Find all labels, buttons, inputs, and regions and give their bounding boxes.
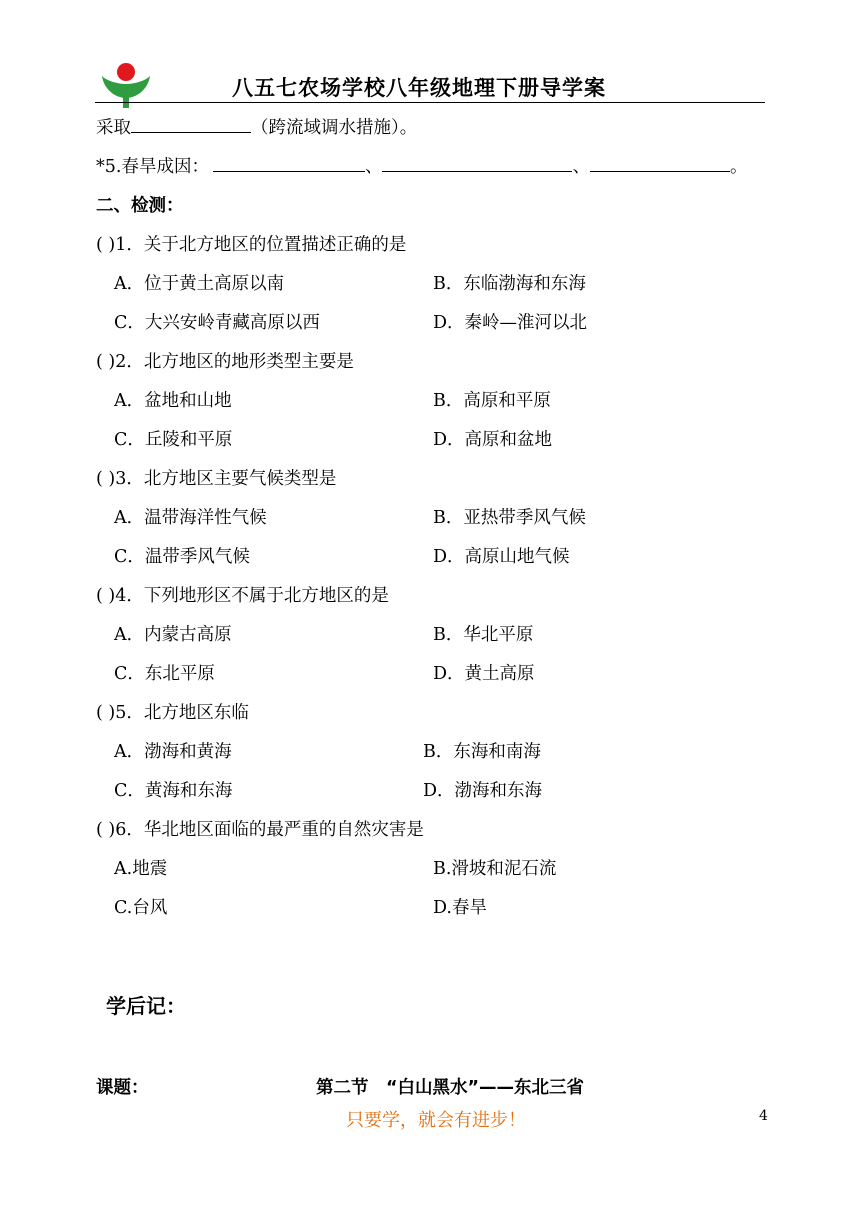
option-a: A.地震 [114, 859, 168, 879]
line-end: 。 [729, 157, 748, 177]
option-c: C．丘陵和平原 [114, 430, 233, 450]
option-b: B.滑坡和泥石流 [433, 859, 557, 879]
lesson-label: 课题： [96, 1078, 149, 1098]
option-b: B．东临渤海和东海 [433, 274, 586, 294]
option-d: D．高原山地气候 [433, 547, 570, 567]
option-a: A．温带海洋性气候 [114, 508, 267, 528]
option-d: D．高原和盆地 [433, 430, 553, 450]
after-notes-heading: 学后记： [106, 994, 186, 1018]
spring-drought-line [96, 153, 747, 178]
option-c: C．东北平原 [114, 664, 215, 684]
separator: 、 [572, 157, 590, 177]
option-c: C．黄海和东海 [114, 781, 233, 801]
take-measure-blank[interactable] [131, 115, 251, 133]
page-number: 4 [759, 1108, 768, 1124]
footer-motto: 只要学，就会有进步！ [346, 1110, 526, 1131]
school-logo-icon [100, 60, 152, 112]
take-measure-suffix: （跨流域调水措施）。 [251, 118, 418, 138]
lesson-title: 第二节 “白山黑水”——东北三省 [316, 1078, 585, 1098]
spring-drought-label: *5.春旱成因： [96, 157, 209, 177]
take-measure-line [96, 114, 417, 139]
question-stem: ( )5．北方地区东临 [96, 703, 249, 723]
option-a: A．内蒙古高原 [114, 625, 232, 645]
option-d: D.春旱 [433, 898, 487, 918]
header-title: 八五七农场学校八年级地理下册导学案 [232, 76, 606, 100]
option-b: B．华北平原 [433, 625, 534, 645]
separator: 、 [364, 157, 383, 177]
drought-cause-blank-2[interactable] [382, 154, 572, 172]
question-stem: ( )3．北方地区主要气候类型是 [96, 469, 337, 489]
section-title: 二、检测： [96, 196, 184, 216]
option-d: D．渤海和东海 [423, 781, 543, 801]
option-b: B．东海和南海 [423, 742, 541, 762]
header-divider [95, 102, 765, 103]
option-c: C.台风 [114, 898, 168, 918]
option-b: B．高原和平原 [433, 391, 551, 411]
question-stem: ( )4．下列地形区不属于北方地区的是 [96, 586, 389, 606]
question-stem: ( )2．北方地区的地形类型主要是 [96, 352, 354, 372]
drought-cause-blank-3[interactable] [590, 154, 730, 172]
option-a: A．渤海和黄海 [114, 742, 232, 762]
option-c: C．大兴安岭青藏高原以西 [114, 313, 320, 333]
option-a: A．盆地和山地 [114, 391, 232, 411]
drought-cause-blank-1[interactable] [213, 154, 365, 172]
option-a: A．位于黄土高原以南 [114, 274, 285, 294]
take-measure-prefix: 采取 [96, 118, 131, 138]
question-stem: ( )1．关于北方地区的位置描述正确的是 [96, 235, 407, 255]
question-stem: ( )6．华北地区面临的最严重的自然灾害是 [96, 820, 424, 840]
option-d: D．秦岭—淮河以北 [433, 313, 588, 333]
option-d: D．黄土高原 [433, 664, 535, 684]
option-b: B．亚热带季风气候 [433, 508, 586, 528]
option-c: C．温带季风气候 [114, 547, 250, 567]
